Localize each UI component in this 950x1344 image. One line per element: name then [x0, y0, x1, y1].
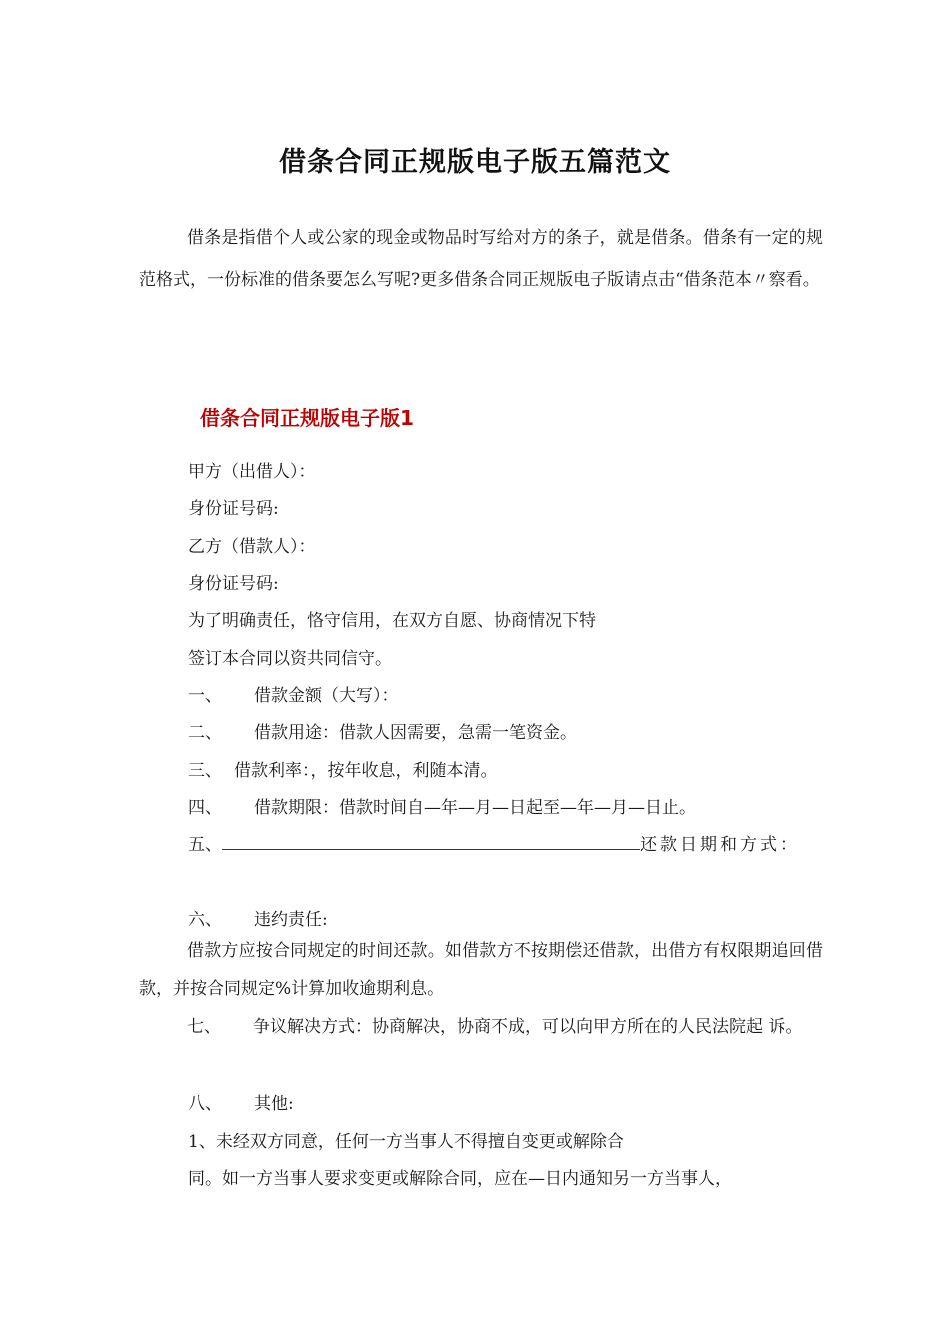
clause-6-number: 六、: [188, 910, 222, 930]
section-title: 借条合同正规版电子版1: [200, 406, 414, 430]
clause-2: [188, 718, 577, 743]
clause-6-text: 违约责任:: [254, 910, 328, 930]
other-line-2: 同。如一方当事人要求变更或解除合同，应在—日内通知另一方当事人，: [188, 1169, 732, 1189]
clause-3-text: 借款利率：，按年收息，利随本清。: [234, 761, 498, 781]
clause-8-text: 其他:: [254, 1094, 294, 1114]
clause-8: [188, 1089, 294, 1114]
clause-1-text: 借款金额（大写）：: [254, 686, 399, 706]
clause-4: [188, 793, 696, 818]
intro-paragraph: 借条是指借个人或公家的现金或物品时写给对方的条子，就是借条。借条有一定的规范格式，一份标准的借条要怎么写呢?更多借条合同正规版电子版请点击“借条范本〃察看。: [139, 228, 823, 290]
clause-3-number: 三、: [188, 761, 222, 781]
clause-6: [188, 905, 328, 930]
clause-5-text: 还款日期和方式：: [640, 835, 800, 855]
clause-4-number: 四、: [188, 798, 222, 818]
clause-6-body: 借款方应按合同规定的时间还款。如借款方不按期偿还借款，出借方有权限期追回借款，并按合同规定%计算加收逾期利息。: [139, 941, 823, 999]
borrower-id-field: 身份证号码:: [188, 574, 279, 594]
document-title: 借条合同正规版电子版五篇范文: [279, 147, 671, 178]
borrower-field: 乙方（借款人）：: [188, 537, 316, 557]
clause-2-number: 二、: [188, 723, 222, 743]
clause-4-text: 借款期限：借款时间自—年—月—日起至—年—月—日止。: [254, 798, 696, 818]
clause-8-number: 八、: [188, 1094, 222, 1114]
clause-5-number: 五、: [188, 835, 222, 855]
clause-7-text: 争议解决方式：协商解决，协商不成，可以向甲方所在的人民法院起 诉。: [253, 1017, 803, 1037]
lender-field: 甲方（出借人）：: [188, 462, 316, 482]
preamble-line-1: 为了明确责任，恪守信用，在双方自愿、协商情况下特: [188, 611, 596, 631]
preamble-line-2: 签订本合同以资共同信守。: [188, 649, 392, 669]
lender-id-field: 身份证号码:: [188, 499, 279, 519]
other-line-1: 1、未经双方同意，任何一方当事人不得擅自变更或解除合: [188, 1132, 624, 1152]
clause-7: [139, 1008, 823, 1046]
clause-2-text: 借款用途：借款人因需要，急需一笔资金。: [254, 723, 577, 743]
clause-5-blank-line: [222, 833, 640, 850]
clause-1: [188, 681, 399, 706]
clause-5: [188, 830, 800, 855]
clause-3: [188, 756, 498, 781]
clause-1-number: 一、: [188, 686, 222, 706]
clause-7-number: 七、: [187, 1017, 221, 1037]
